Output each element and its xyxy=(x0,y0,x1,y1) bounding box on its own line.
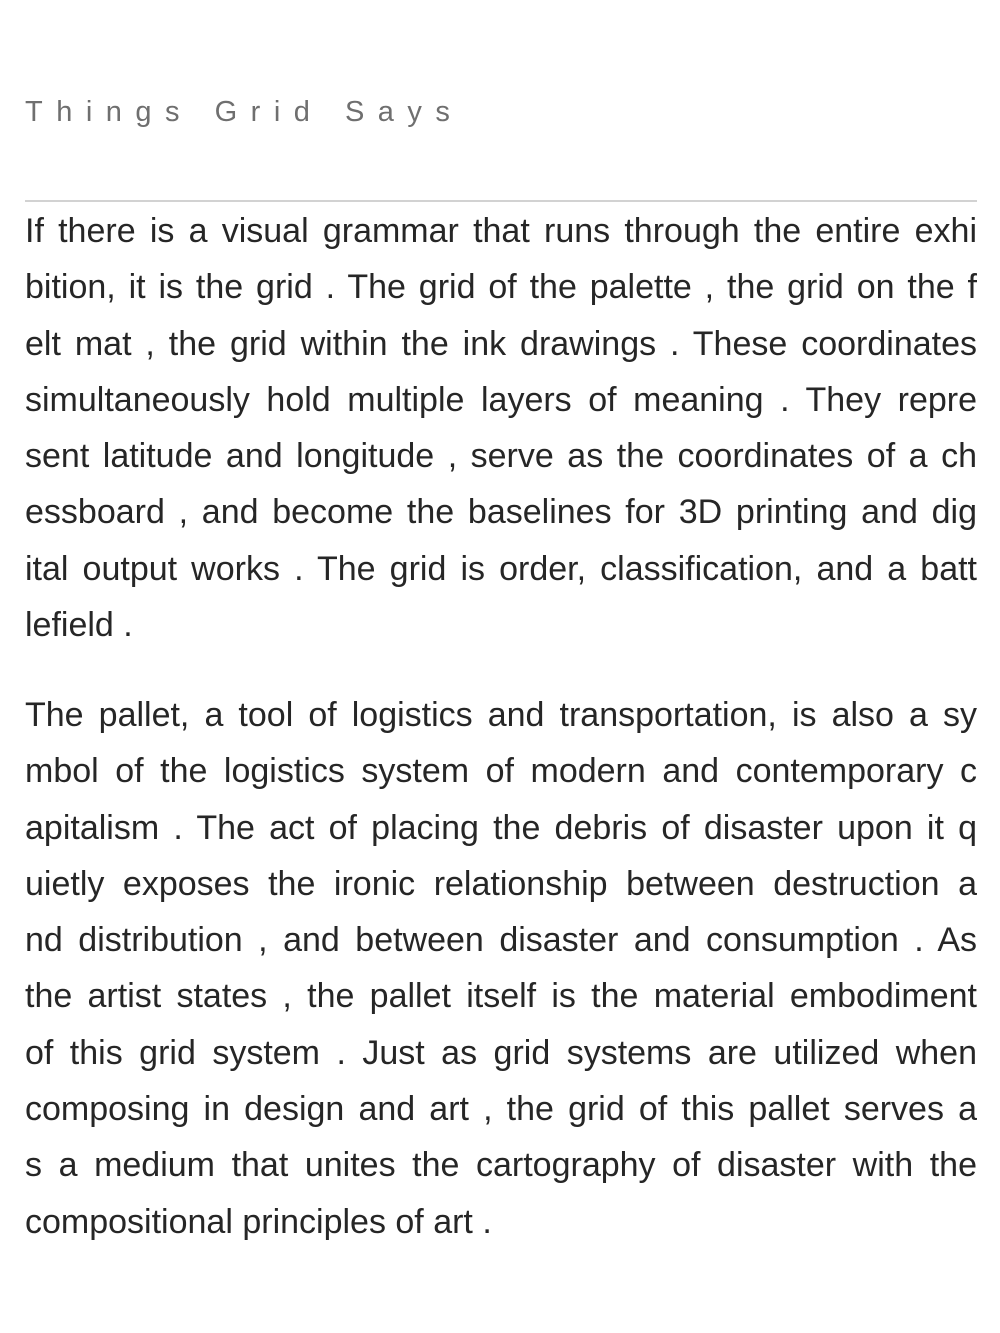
paragraph-line: elt mat , the grid within the ink drawings . These coordinates xyxy=(25,324,977,363)
paragraph-line: nd distribution , and between disaster and consumption . As xyxy=(25,921,977,960)
paragraph-line: apitalism . The act of placing the debris of disaster upon it q xyxy=(25,808,977,847)
paragraph-line: compositional principles of art . xyxy=(25,1202,492,1241)
paragraph-pallet xyxy=(25,687,977,1250)
paragraph-line: sent latitude and longitude , serve as the coordinates of a ch xyxy=(25,437,977,476)
paragraph-line: the artist states , the pallet itself is the material embodiment xyxy=(25,977,977,1016)
paragraph-line: The pallet, a tool of logistics and transportation, is also a sy xyxy=(25,696,977,734)
article-title: Things Grid Says xyxy=(25,96,464,128)
paragraph-line: ital output works . The grid is order, classification, and a batt xyxy=(25,549,977,588)
paragraph-line: essboard , and become the baselines for 3D printing and dig xyxy=(25,493,977,532)
paragraph-line: mbol of the logistics system of modern and contemporary c xyxy=(25,752,977,791)
paragraph-line: composing in design and art , the grid of this pallet serves a xyxy=(25,1090,977,1129)
paragraph-line: uietly exposes the ironic relationship between destruction a xyxy=(25,864,977,903)
paragraph-line: If there is a visual grammar that runs through the entire exhi xyxy=(25,212,977,250)
paragraph-line: bition, it is the grid . The grid of the palette , the grid on the f xyxy=(25,268,977,307)
paragraph-line: of this grid system . Just as grid systems are utilized when xyxy=(25,1033,977,1072)
title-divider xyxy=(25,200,977,202)
paragraph-grid-grammar xyxy=(25,203,977,653)
paragraph-line: s a medium that unites the cartography of disaster with the xyxy=(25,1146,977,1185)
paragraph-line: lefield . xyxy=(25,606,133,645)
paragraph-line: simultaneously hold multiple layers of meaning . They repre xyxy=(25,380,977,419)
